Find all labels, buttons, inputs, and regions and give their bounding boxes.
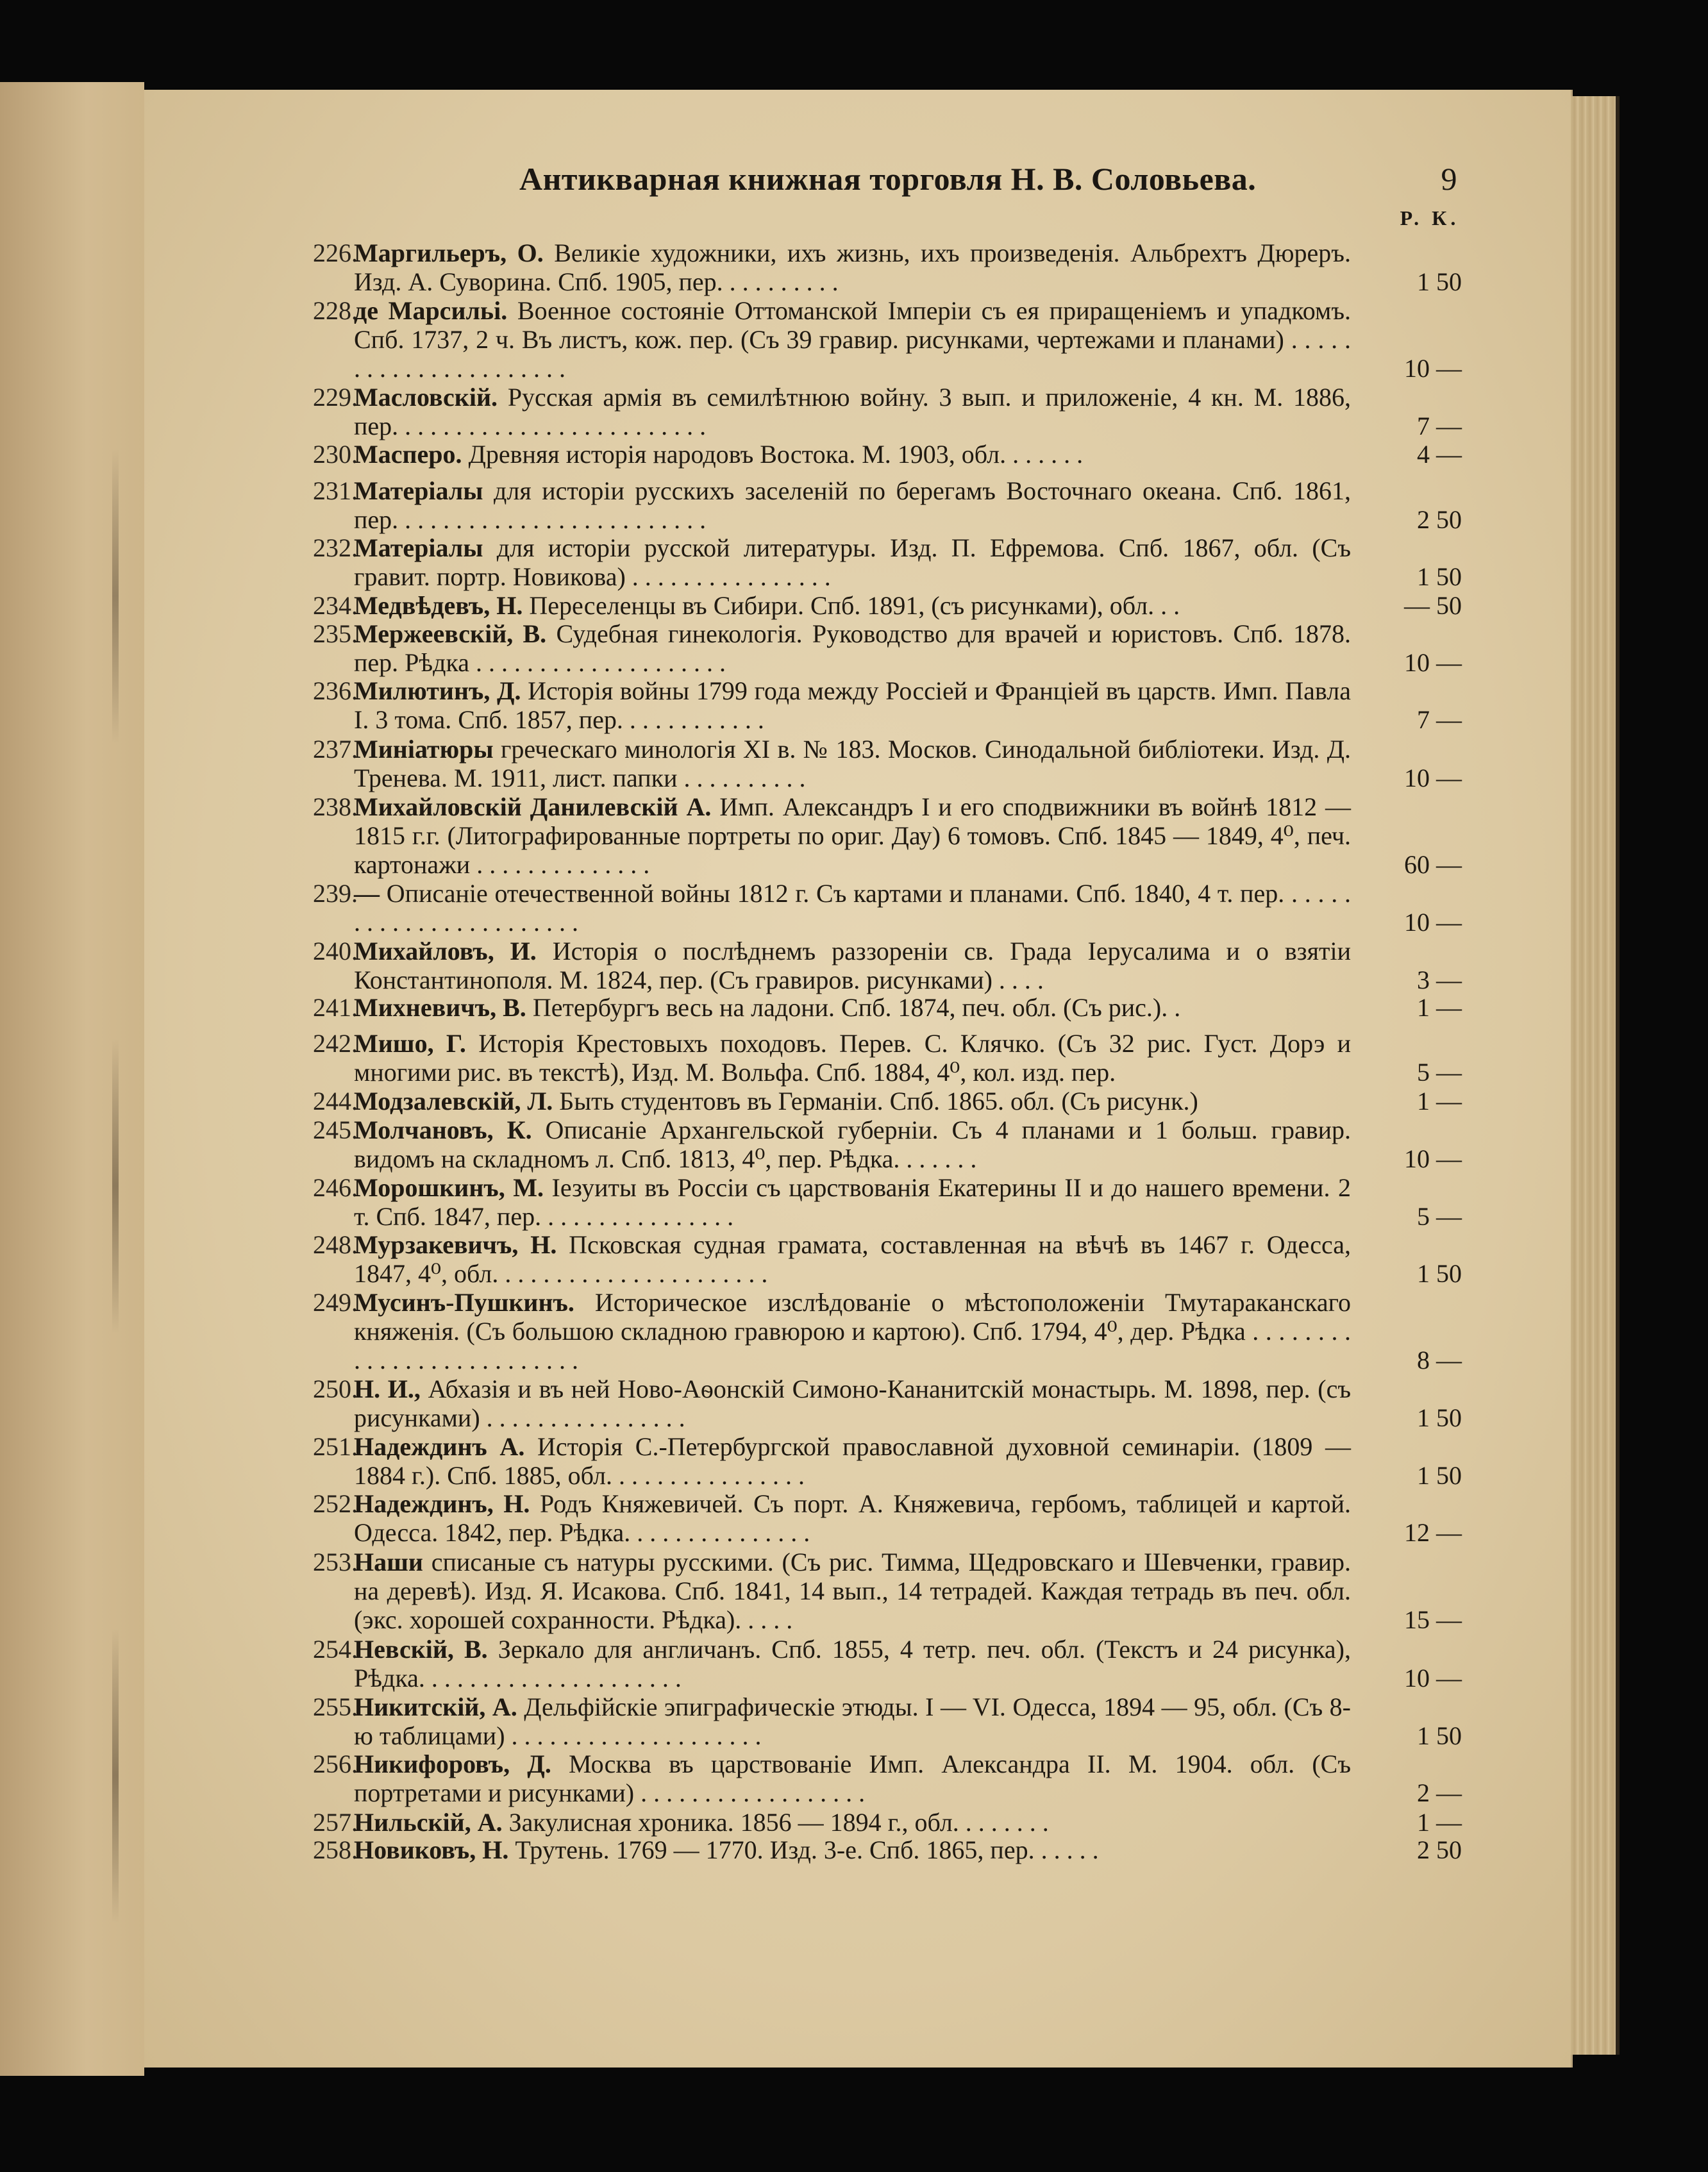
entry-text (354, 619, 1351, 677)
book-binding (112, 449, 119, 1923)
entry-text (354, 1115, 1351, 1173)
entry-description: Зеркало для англичанъ. Спб. 1855, 4 тетр. печ. обл. (Текстъ и 24 рисунка), Рѣдка. . . . . . . . . . . . . . . . . . . . . (354, 1635, 1351, 1692)
entry-price: 3 — (1417, 965, 1462, 994)
entry-description: Дельфійскіе эпиграфическіе этюды. I — VI. Одесса, 1894 — 95, обл. (Съ 8-ю таблицами) . . . . . . . . . . . . . . . . . . . . (354, 1692, 1352, 1750)
entry-price: 2 50 (1417, 505, 1462, 534)
entry-description: Исторія войны 1799 года между Россіей и Франціей въ царств. Имп. Павла I. 3 тома. Спб. 1857, пер. . . . . . . . . . . . (354, 676, 1351, 734)
entry-text (354, 296, 1351, 383)
entry-price: 1 — (1417, 1808, 1462, 1837)
entry-description: Исторія о послѣднемъ раззореніи св. Града Іерусалима и о взятіи Константинополя. М. 1824, пер. (Съ гравиров. рисунками) . . . . (354, 937, 1352, 994)
entry-number: 231. (313, 476, 358, 505)
entry-price: 1 50 (1417, 1461, 1462, 1490)
entry-description: Историческое изслѣдованіе о мѣстоположеніи Тмутараканскаго княженія. (Съ большою складною гравюрою и картою). Спб. 1794, 4⁰, дер. Рѣдка . . . . . . . . . . . . . . . . . . . . . . . . . . (354, 1288, 1352, 1374)
entry-text (354, 1750, 1351, 1807)
entry-text (354, 1635, 1351, 1692)
entry-author: Мержеевскій, В. (354, 619, 547, 648)
entry-text (354, 1692, 1351, 1750)
entry-description: Москва въ царствованіе Имп. Александра II. М. 1904. обл. (Съ портретами и рисунками) . . . . . . . . . . . . . . . . . . (354, 1750, 1352, 1807)
entry-number: 238. (313, 792, 358, 821)
entry-price: 5 — (1417, 1058, 1462, 1087)
entry-price: 1 50 (1417, 1403, 1462, 1432)
entry-text (354, 1835, 1351, 1864)
entry-author: Новиковъ, Н. (354, 1835, 509, 1864)
entry-price: — 50 (1404, 591, 1462, 620)
entry-number: 254. (313, 1635, 358, 1664)
price-columns-label: Р. К. (1400, 206, 1460, 230)
entry-price: 10 — (1404, 1664, 1462, 1692)
entry-description: списаные съ натуры русскими. (Съ рис. Тимма, Щедровскаго и Шевченки, гравир. на деревѣ). Изд. Я. Исакова. Спб. 1841, 14 вып., 14 тетрадей. Каждая тетрадь въ печ. обл. (экс. хорошей сохранности. Рѣдка). . . . . (354, 1548, 1352, 1634)
entry-author: Матеріалы (354, 476, 483, 505)
entry-author: де Марсильі. (354, 296, 508, 325)
entry-text (354, 1288, 1351, 1374)
entry-price: 1 50 (1417, 1721, 1462, 1750)
entry-description: Петербургъ весь на ладони. Спб. 1874, печ. обл. (Съ рис.). . (532, 993, 1181, 1022)
page-number: 9 (1441, 161, 1457, 197)
entry-price: 10 — (1404, 1144, 1462, 1173)
entry-number: 242. (313, 1029, 358, 1058)
entry-description: Имп. Александръ I и его сподвижники въ войнѣ 1812 — 1815 г.г. (Литографированные портреты по ориг. Дау) 6 томовъ. Спб. 1845 — 1849, 4⁰, печ. картонажи . . . . . . . . . . . . . . (354, 792, 1352, 879)
entry-number: 258. (313, 1835, 358, 1864)
entry-text (354, 1173, 1351, 1231)
entry-description: Трутень. 1769 — 1770. Изд. 3-е. Спб. 1865, пер. . . . . . (515, 1835, 1099, 1864)
entry-number: 240. (313, 937, 358, 965)
entry-price: 10 — (1404, 908, 1462, 937)
entry-author: Молчановъ, К. (354, 1115, 532, 1144)
entry-text (354, 1087, 1351, 1115)
entry-author: Медвѣдевъ, Н. (354, 591, 523, 620)
entry-number: 249. (313, 1288, 358, 1317)
entry-author: Морошкинъ, М. (354, 1173, 544, 1202)
entry-number: 235. (313, 619, 358, 648)
entry-price: 15 — (1404, 1605, 1462, 1634)
entry-author: Миніатюры (354, 735, 494, 764)
entry-price: 1 — (1417, 1087, 1462, 1115)
entry-number: 239. (313, 879, 358, 908)
entry-description: Древняя исторія народовъ Востока. М. 1903, обл. . . . . . . (468, 440, 1084, 469)
entry-price: 2 — (1417, 1778, 1462, 1807)
entry-description: Исторія С.-Петербургской православной духовной семинаріи. (1809 — 1884 г.). Спб. 1885, обл. . . . . . . . . . . . . . . . (354, 1432, 1352, 1490)
entry-author: Наши (354, 1548, 423, 1576)
entry-text (354, 533, 1351, 591)
entry-number: 237. (313, 735, 358, 764)
entry-author: Н. И., (354, 1374, 421, 1403)
entry-price: 1 50 (1417, 1259, 1462, 1288)
entry-text (354, 1548, 1351, 1634)
entry-number: 230. (313, 440, 358, 469)
entry-author: Нильскій, А. (354, 1808, 503, 1837)
entry-number: 251. (313, 1432, 358, 1461)
entry-number: 234. (313, 591, 358, 620)
entry-price: 8 — (1417, 1346, 1462, 1374)
entry-description: Описаніе отечественной войны 1812 г. Съ картами и планами. Спб. 1840, 4 т. пер. . . . . . . . . . . . . . . . . . . . . . . . (354, 879, 1352, 937)
entry-number: 232. (313, 533, 358, 562)
entry-number: 250. (313, 1374, 358, 1403)
entry-author: Модзалевскій, Л. (354, 1087, 553, 1115)
entry-author: Никифоровъ, Д. (354, 1750, 551, 1778)
entry-description: Описаніе Архангельской губерніи. Съ 4 планами и 1 больш. гравир. видомъ на складномъ л. Спб. 1813, 4⁰, пер. Рѣдка. . . . . . . (354, 1115, 1352, 1173)
entry-description: Судебная гинекологія. Руководство для врачей и юристовъ. Спб. 1878. пер. Рѣдка . . . . . . . . . . . . . . . . . . . . (354, 619, 1352, 677)
entry-description: Іезуиты въ Россіи съ царствованія Екатерины II и до нашего времени. 2 т. Спб. 1847, пер. . . . . . . . . . . . . . . . (354, 1173, 1351, 1231)
entry-price: 2 50 (1417, 1835, 1462, 1864)
entry-price: 10 — (1404, 354, 1462, 383)
entry-author: Михневичъ, В. (354, 993, 526, 1022)
entry-price: 1 50 (1417, 562, 1462, 591)
entry-number: 244. (313, 1087, 358, 1115)
entry-description: Родъ Княжевичей. Съ порт. А. Княжевича, гербомъ, таблицей и картой. Одесса. 1842, пер. Рѣдка. . . . . . . . . . . . . . . (354, 1489, 1352, 1547)
entry-price: 12 — (1404, 1518, 1462, 1547)
entry-author: Мишо, Г. (354, 1029, 466, 1058)
entry-description: Великіе художники, ихъ жизнь, ихъ произведенія. Альбрехтъ Дюреръ. Изд. А. Суворина. Спб. 1905, пер. . . . . . . . . . (354, 238, 1351, 296)
entry-description: для исторіи русской литературы. Изд. П. Ефремова. Спб. 1867, обл. (Съ гравит. портр. Новикова) . . . . . . . . . . . . . . . . (354, 533, 1352, 591)
entry-author: — (354, 879, 380, 908)
entry-number: 246. (313, 1173, 358, 1202)
entry-description: Военное состояніе Оттоманской Імперіи съ ея приращеніемъ и упадкомъ. Спб. 1737, 2 ч. Въ листъ, кож. пер. (Съ 39 гравир. рисунками, чертежами и планами) . . . . . . . . . . . . . . . . . . . . . . (354, 296, 1352, 383)
entry-description: Русская армія въ семилѣтнюю войну. 3 вып. и приложеніе, 4 кн. М. 1886, пер. . . . . . . . . . . . . . . . . . . . . . . . . (354, 383, 1351, 440)
entry-number: 255. (313, 1692, 358, 1721)
entry-number: 228. (313, 296, 358, 325)
entry-number: 256. (313, 1750, 358, 1778)
page-header: Антикварная книжная торговля Н. В. Соловьева. (519, 161, 1257, 197)
entry-author: Никитскій, А. (354, 1692, 517, 1721)
entry-description: Переселенцы въ Сибири. Спб. 1891, (съ рисунками), обл. . . (529, 591, 1180, 620)
entry-number: 248. (313, 1230, 358, 1259)
entry-price: 60 — (1404, 850, 1462, 879)
entry-text (354, 937, 1351, 994)
entry-description: Быть студентовъ въ Германіи. Спб. 1865. обл. (Съ рисунк.) (559, 1087, 1198, 1115)
entry-author: Михайловскій Данилевскій А. (354, 792, 712, 821)
entry-author: Мусинъ-Пушкинъ. (354, 1288, 574, 1317)
entry-text (354, 383, 1351, 440)
entry-price: 7 — (1417, 412, 1462, 440)
entry-text (354, 993, 1351, 1022)
entry-author: Михайловъ, И. (354, 937, 537, 965)
entry-text (354, 238, 1351, 296)
entry-text (354, 792, 1351, 879)
entry-number: 241. (313, 993, 358, 1022)
entry-author: Матеріалы (354, 533, 483, 562)
entry-text (354, 591, 1351, 620)
entry-text (354, 440, 1351, 469)
entry-number: 252. (313, 1489, 358, 1518)
left-page (0, 82, 144, 2076)
entry-number: 257. (313, 1808, 358, 1837)
entry-text (354, 1489, 1351, 1547)
entry-author: Милютинъ, Д. (354, 676, 521, 705)
entry-price: 1 50 (1417, 267, 1462, 296)
entry-description: Исторія Крестовыхъ походовъ. Перев. С. Клячко. (Съ 32 рис. Густ. Дорэ и многими рис. въ текстѣ), Изд. М. Вольфа. Спб. 1884, 4⁰, кол. изд. пер. (354, 1029, 1352, 1087)
entry-text (354, 1432, 1351, 1490)
entry-text (354, 1808, 1351, 1837)
entry-text (354, 735, 1351, 792)
page-edges (1571, 96, 1620, 2055)
entry-number: 253. (313, 1548, 358, 1576)
entry-price: 5 — (1417, 1202, 1462, 1231)
entry-text (354, 1029, 1351, 1087)
entry-author: Надеждинъ, Н. (354, 1489, 530, 1518)
entry-author: Надеждинъ А. (354, 1432, 525, 1461)
entry-number: 245. (313, 1115, 358, 1144)
entry-text (354, 676, 1351, 734)
entry-text (354, 1374, 1351, 1432)
entry-price: 10 — (1404, 764, 1462, 792)
entry-author: Невскій, В. (354, 1635, 488, 1664)
entry-description: Псковская судная грамата, составленная на вѣчѣ въ 1467 г. Одесса, 1847, 4⁰, обл. . . . . . . . . . . . . . . . . . . . . . (354, 1230, 1351, 1288)
entry-author: Масловскій. (354, 383, 498, 412)
entry-description: Закулисная хроника. 1856 — 1894 г., обл. . . . . . . . (508, 1808, 1049, 1837)
entry-number: 236. (313, 676, 358, 705)
entry-description: для исторіи русскихъ заселеній по берегамъ Восточнаго океана. Спб. 1861, пер. . . . . . . . . . . . . . . . . . . . . . . . . (354, 476, 1351, 534)
entry-price: 7 — (1417, 705, 1462, 734)
entry-number: 229. (313, 383, 358, 412)
entry-text (354, 879, 1351, 937)
entry-price: 4 — (1417, 440, 1462, 469)
entry-author: Маргильеръ, О. (354, 238, 544, 267)
entry-text (354, 476, 1351, 534)
entry-author: Масперо. (354, 440, 462, 469)
entry-description: Абхазія и въ ней Ново-Аѳонскій Симоно-Кананитскій монастырь. М. 1898, пер. (съ рисунками) . . . . . . . . . . . . . . . . (354, 1374, 1352, 1432)
entry-text (354, 1230, 1351, 1288)
entry-price: 10 — (1404, 648, 1462, 677)
entry-author: Мурзакевичъ, Н. (354, 1230, 557, 1259)
entry-price: 1 — (1417, 993, 1462, 1022)
entry-number: 226. (313, 238, 358, 267)
entry-description: греческаго минологія XI в. № 183. Москов. Синодальной библіотеки. Изд. Д. Тренева. М. 1911, лист. папки . . . . . . . . . . (354, 735, 1351, 792)
